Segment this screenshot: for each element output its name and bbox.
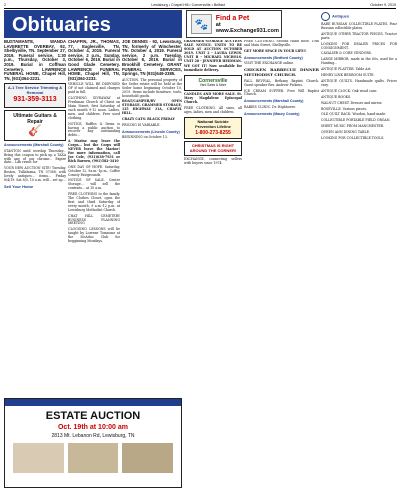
rabies-text: RABIES CLINIC. Dr. Hightower. bbox=[244, 104, 296, 109]
guitar-ad[interactable] bbox=[4, 110, 66, 142]
christmas-title: CHRISTMAS IS RIGHT AROUND THE CORNER! bbox=[189, 142, 237, 153]
tree-service-ad[interactable] bbox=[4, 83, 66, 107]
pricing-text: PRICING IS VARIABLE. bbox=[122, 122, 161, 127]
section-announcements-marshall: Announcements (Marshall County) bbox=[244, 99, 304, 104]
estate-photo-3 bbox=[122, 443, 173, 473]
guitar-ad-title: Ultimate Guitars & Repair bbox=[13, 112, 57, 125]
tractor-text: ANTIQUE OTHER TRACTOR PIECES. Tractor parts. bbox=[321, 31, 397, 40]
field-organ-text: COLLECTIBLE PORTABLE FIELD ORGAN. bbox=[321, 118, 391, 123]
grammer-auction-text: GRAMMER STORAGE AUCTION SALE NOTICE. UNITS TO BE SOLD AT AUCTION OCTOBER 2019. UNIT 2 - LAURA LEWIS. UNIT B - MICHAEL NICHOLS. UNIT 28 - JENNIFER HEIDMAN. bbox=[184, 40, 242, 63]
section-announcements-maury: Announcements (Maury County) bbox=[244, 111, 300, 116]
roseville-text: ROSEVILLE. Various pieces. bbox=[321, 106, 368, 111]
clock-text: ANTIQUE CLOCK. Oak wood case. bbox=[321, 88, 378, 93]
marine-text: A Marine may leave the Corps... but the Corps will NEVER leave the Marine! For more information, call Joe Cole, (931)638-7931 or Rick Barrow, (901)582-3410 bbox=[68, 139, 120, 163]
notice-of-sale-text: NOTICE OF SALE. Center Storage... will sell the contents... at 10 a.m. bbox=[68, 178, 120, 191]
tree-service-phone: 931-359-3113 bbox=[13, 96, 57, 104]
tools-text: LOOKING FOR COLLECTIBLE TOOLS. bbox=[321, 136, 385, 141]
find-a-pet-title: Find a Pet bbox=[215, 14, 250, 22]
notice-text: NOTICE, Raffles & Items is having a public auction to recover any outstanding debts... bbox=[68, 121, 120, 138]
large-mirror-text: LARGE MIRROR, made in the 60s, used for a Hunting... bbox=[321, 57, 397, 66]
free-clothing-text-2: FREE CLOTHING. All sizes, all ages, ladies, men and children. bbox=[184, 105, 242, 114]
section-announcements-bedford: Announcements (Bedford County) bbox=[244, 55, 303, 60]
stanton-text: STANTON until worship Thursday... Bring this coupon to pick up a TAXA with any of our chrome... Expire date... Lab result for bbox=[4, 148, 66, 165]
column-2 bbox=[68, 40, 120, 395]
christmas-ad[interactable] bbox=[184, 141, 242, 157]
section-announcements: Announcements (Marshall County) bbox=[4, 143, 64, 148]
section-antiques bbox=[321, 12, 397, 21]
boat-storage-text: BOAT/CAMPER/RV OPEN STORAGE. GRAMMER STORAGE, 125 HIGHWAY 31A, CHAPEL HILL. bbox=[122, 99, 182, 116]
column-5 bbox=[244, 40, 319, 492]
get-more-space-text: GET MORE SPACE IN YOUR LIFE!! bbox=[244, 48, 307, 53]
books-text: ANTIQUE BOOKS. bbox=[321, 94, 352, 99]
paper-title: Lewisburg • Chapel Hill • Cornersville • Belfast bbox=[151, 2, 225, 7]
cornersville-ad[interactable] bbox=[184, 75, 242, 91]
free-clothing-text: FREE CLOTHING to the family. The Clothes Closet, open the first and third Saturday of every month, 9 a.m.-12 p.m. at Lewisburg Methodist Church. bbox=[68, 192, 120, 212]
we-got-it-text: WE GOT IT! Now available for immediate delivery. bbox=[184, 64, 242, 73]
russian-plates-text: RARE RUSSIAN COLLECTIBLE PLATES. Four Russian collectible plates. bbox=[321, 22, 397, 30]
quilts-text: ANTIQUE QUILTS. Handmade quilts. Prices vary. bbox=[321, 78, 397, 87]
paw-icon: 🐾 bbox=[191, 14, 212, 34]
issue-date: October 9, 2019 bbox=[370, 2, 396, 7]
section-announcements-lincoln: Announcements (Lincoln County) bbox=[122, 129, 180, 134]
column-6 bbox=[321, 12, 397, 492]
column-4 bbox=[184, 40, 242, 492]
dealer-prices-text: LOOKING FOR DEALER PRICES FOR CONSIGNMENT. bbox=[321, 41, 397, 50]
henry-link-text: HENRY LINK BEDROOM SUITE. bbox=[321, 73, 375, 78]
clogging-text: CLOGGING LESSONS will be taught by Lorrene Tomsome at the McAdoo Club for begginning Mondays. bbox=[68, 227, 120, 244]
antiques-icon bbox=[321, 12, 330, 21]
estate-auction-title: ESTATE AUCTION bbox=[45, 410, 141, 422]
tree-service-title: A-1 Tree Service Trimming & Removal bbox=[7, 85, 63, 96]
find-a-pet-ad[interactable] bbox=[186, 10, 282, 38]
visit-exchange-text: VISIT THE EXCHANGE online. bbox=[244, 61, 295, 66]
fall-revival-text: FALL REVIVAL, Bethany Baptist Church. Guest speaker Rev. Andrew Pickens. bbox=[244, 78, 319, 87]
chicken-bbq-text: CHICKEN BARBECUE DINNER METHODIST CHURCH. bbox=[244, 67, 319, 77]
platter-text: ANTIQUE PLATTER. Table Art. bbox=[321, 67, 372, 72]
obit-bustamante: BUSTAMANTE, WANDA LAVERETTE OVERBAY, 92, Shelbyville, TN. September 27, 2019. Funeral service, 1:30 p.m., Thursday, October 3, 2019. Burial in Coffman Cemetery. LAWRENCE FUNERAL HOME, Chapel Hill, TN, (931)364-2231. bbox=[4, 40, 66, 81]
crazy-cats-text: CRAZY CATS: BLACK FRIDAY bbox=[122, 117, 175, 122]
chat-hill-text: CHAT HILL CEMETERY BUSINESS PLANNING MEETING bbox=[68, 213, 120, 226]
beginning-text: BEGINNING on October 13. bbox=[122, 135, 168, 140]
obituaries-banner: Obituaries bbox=[4, 10, 182, 38]
sell-your-home-ad[interactable]: Sell Your Home bbox=[4, 183, 34, 189]
cavalier-text: CAVALIER & CORE VENDORS. bbox=[321, 51, 372, 56]
clothing-giveaway-text: CLOTHING GIVEAWAY at Freshman Church of Christ on Main Street, first Saturday of each month 9-12 noon. Ladies, men, and children. Free used clothing. bbox=[68, 96, 120, 120]
estate-photo-1 bbox=[13, 443, 64, 473]
suicide-prevention-title: National Suicide Prevention Lifeline bbox=[195, 118, 231, 129]
estate-auction-date: Oct. 19th at 10:00 am bbox=[57, 424, 129, 431]
estate-auction-address: 2813 Mt. Lebanon Rd, Lewisburg, TN bbox=[51, 433, 135, 439]
column-1 bbox=[4, 40, 66, 395]
obit-dennis: JOE DENNIS - 92, Lewisburg, TN, formerly of Winchester, TN. October 4, 2019. Funeral service, 2 p.m. Tuesday, October 8, 2019. Burial in Brookhill Cemetery. GRANT FUNERAL SERVICES, Springs, TN (931)649-2385. bbox=[122, 40, 182, 77]
antiques-label: Antiques bbox=[332, 13, 350, 19]
walnut-chest-text: WALNUT CHEST. Dresser and mirror. bbox=[321, 100, 383, 105]
page-header bbox=[4, 1, 396, 9]
candles-text: CANDLES AND MORE SALE. St. Mary Magdalene Episcopal Church. bbox=[184, 92, 242, 105]
guitar-icon: 🎸 bbox=[28, 124, 42, 137]
exchange-text: EXCHANGE, connecting sellers with buyers since 1974. bbox=[184, 157, 242, 166]
cornersville-title: Cornersville bbox=[198, 78, 228, 85]
estate-photo-2 bbox=[68, 443, 119, 473]
one-day-of-hope-text: ONE DAY OF HOPE. Saturday, October 12, 9a.m.-1p.m., Coffee County Fairgrounds. bbox=[68, 164, 120, 177]
dining-table-text: QUEEN ANN DINING TABLE. bbox=[321, 130, 370, 135]
vehicle-text: VEHICLE WILL BE DISPOSED OF if not claimed and charges paid in full. bbox=[68, 82, 120, 95]
estate-photos bbox=[5, 439, 181, 477]
estate-auction-bar bbox=[5, 399, 181, 406]
auction-site-text: YOUR NEW AUCTION SITE! Tuesday, Boston, Tullahoma, TN 37388, with lovely antiques... items... Friday 8/4/19. Sat 8/5, 10 a.m. will... set up... bbox=[4, 166, 66, 183]
obit-chaffin: CHAFFIN, JR., THOMAS, 77, Eaglesville, TN. October 4, 2019. Funeral service, 2 p.m., Sunday, October 6, 2019. Burial in Good Glade Cemetery. LAWRENCE FUNERAL HOME, Chapel Hill, TN, (931)364-2233. bbox=[68, 40, 120, 81]
suicide-prevention-ad[interactable] bbox=[184, 117, 242, 139]
quilt-rack-text: OLD QUILT RACK. Wooden, hand-made. bbox=[321, 112, 387, 117]
column-3 bbox=[122, 40, 182, 395]
auction-text: AUCTION. The personal property of the Seiler estate will be held at the Seiler home beginning October 10, 2019. Items include furniture, tools, household goods. bbox=[122, 77, 182, 98]
cornersville-subtitle: Yard Sales & More bbox=[199, 83, 227, 88]
second-hand-rose-text: FREE CLOTHING. Second Hand Rose, 10th and Main Street, Shelbyville. bbox=[244, 40, 319, 47]
find-a-pet-url: at www.Exchange931.com bbox=[215, 21, 279, 34]
estate-auction-ad[interactable] bbox=[4, 398, 182, 488]
page-number: 2 bbox=[4, 2, 6, 7]
suicide-prevention-phone: 1-800-273-8255 bbox=[195, 129, 231, 136]
sheet-music-text: SHEET MUSIC FROM MANCHESTER. bbox=[321, 124, 385, 129]
ice-cream-text: ICE CREAM SUPPER. Free Will Baptist Church. bbox=[244, 88, 319, 97]
